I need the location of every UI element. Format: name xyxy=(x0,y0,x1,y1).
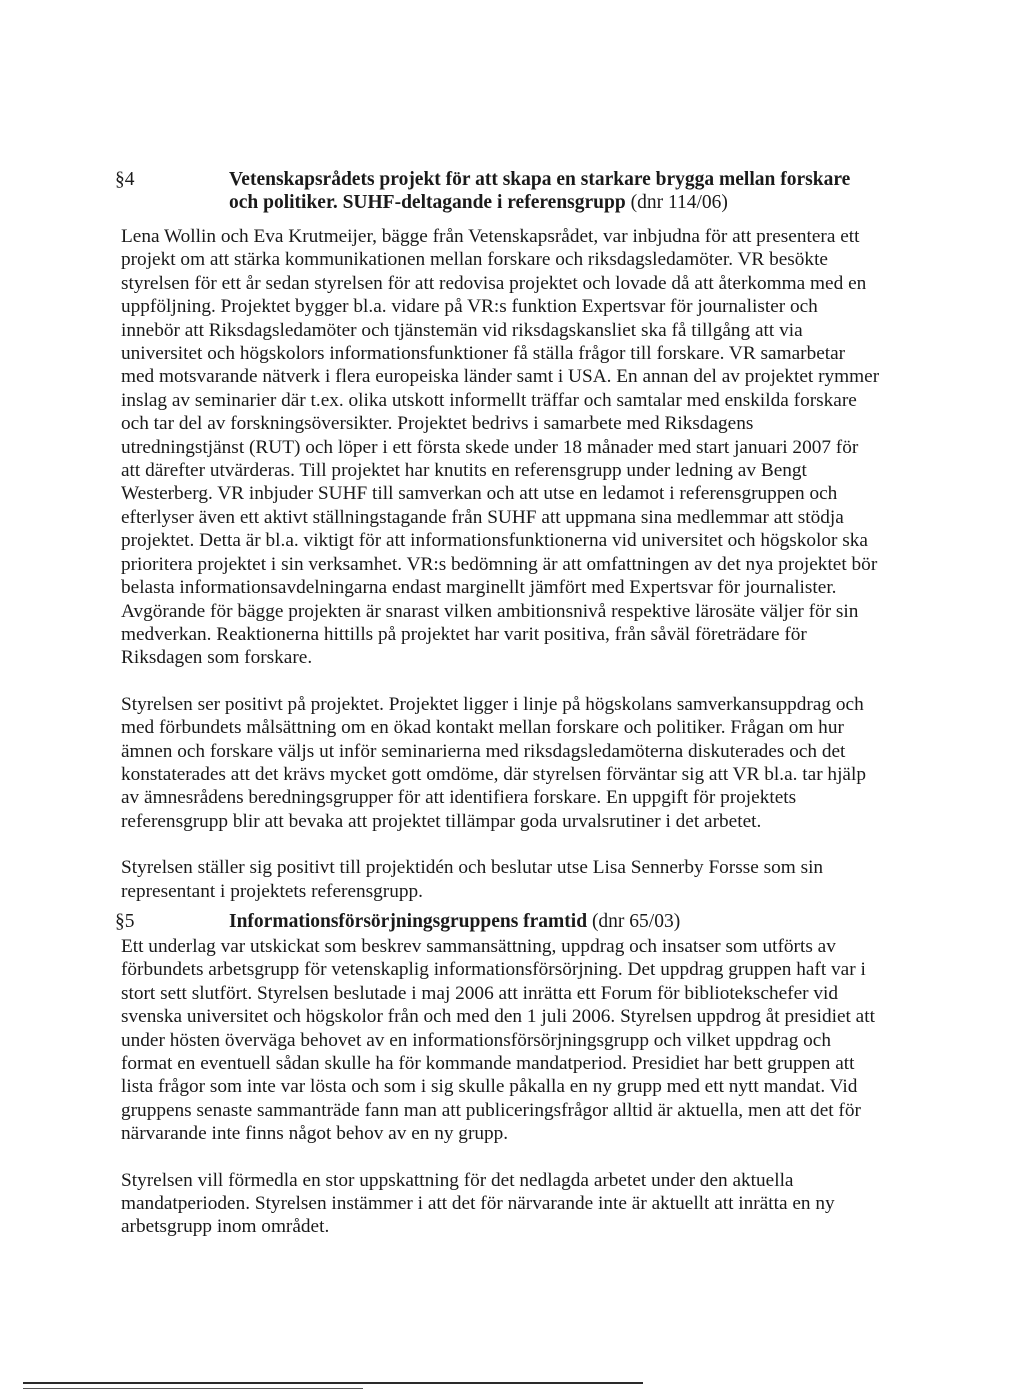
section-5-number: §5 xyxy=(115,911,135,932)
section-4-number: §4 xyxy=(115,169,135,190)
section-5-title-bold: Informationsförsörjningsgruppens framtid xyxy=(229,911,588,932)
section-4-paragraph-2: Styrelsen ser positivt på projektet. Projektet ligger i linje på högskolans samverkansuppdrag och med förbundets målsättning om en ökad kontakt mellan forskare och politiker. Frågan om hur ämnen och forskare väljs ut inför seminarierna med riksdagsledamöterna diskuterades och det konstaterades att det krävs mycket gott omdöme, där styrelsen förväntar sig att VR bl.a. tar hjälp av ämnesrådens beredningsgrupper för att identifiera forskare. En uppgift för projektets referensgrupp blir att bevaka att projektet tillämpar goda urvalsrutiner i det arbetet. xyxy=(121,693,866,832)
section-5 xyxy=(115,910,881,1239)
section-4-title xyxy=(121,168,881,214)
section-5-heading xyxy=(115,910,881,933)
section-4-paragraph-1: Lena Wollin och Eva Krutmeijer, bägge från Vetenskapsrådet, var inbjudna för att presentera ett projekt om att stärka kommunikationen mellan forskare och riksdagsledamöter. VR besökte styrelsen för ett år sedan styrelsen för att redovisa projektet och lovade då att återkomma med en uppföljning. Projektet bygger bl.a. vidare på VR:s funktion Expertsvar för journalister och innebör att Riksdagsledamöter och tjänstemän vid riksdagskansliet ska få tillgång att via universitet och högskolors informationsfunktioner få ställa frågor till forskare. VR samarbetar med motsvarande nätverk i flera europeiska länder samt i USA. En annan del av projektet rymmer inslag av seminarier där t.ex. olika utskott informellt träffar och samtalar med enskilda forskare och tar del av forskningsöversikter. Projektet bedrivs i samarbete med Riksdagens utredningstjänst (RUT) och löper i ett första skede under 18 månader med start januari 2007 för att därefter utvärderas. Till projektet har knutits en referensgrupp under ledning av Bengt Westerberg. VR inbjuder SUHF till samverkan och att utse en ledamot i referensgruppen och efterlyser även ett aktivt ställningstagande från SUHF att uppmana sina medlemmar att stödja projektet. Detta är bl.a. viktigt för att informationsfunktionerna vid universitet och högskolor ska prioritera projektet i sin verksamhet. VR:s bedömning är att omfattningen av det nya projektet bör belasta informationsavdelningarna endast marginellt jämfört med Expertsvar för journalister. Avgörande för bägge projekten är snarast vilken ambitionsnivå respektive lärosäte väljer för sin medverkan. Reaktionerna hittills på projektet har varit positiva, från såväl företrädare för Riksdagen som forskare. xyxy=(121,226,880,669)
section-4-title-bold: Vetenskapsrådets projekt för att skapa en starkare brygga mellan forskare och politiker. SUHF-deltagande i referensgrupp xyxy=(229,169,851,213)
section-5-paragraph-1: Ett underlag var utskickat som beskrev sammansättning, uppdrag och insatser som utförts av förbundets arbetsgrupp för vetenskaplig informationsförsörjning. Det uppdrag gruppen haft var i stort sett slutfört. Styrelsen beslutade i maj 2006 att inrätta ett Forum för bibliotekschefer vid svenska universitet och högskolor från och med den 1 juli 2006. Styrelsen uppdrog åt presidiet att under hösten överväga behovet av en informationsförsörjningsgrupp och vilket uppdrag och format en eventuell sådan skulle ha för kommande mandatperiod. Presidiet har bett gruppen att lista frågor som inte var lösta och som i sig skulle påkalla en ny grupp med ett nytt mandat. Vid gruppens senaste sammanträde fann man att publiceringsfrågor alltid är aktuella, men att det för närvarande inte finns något behov av en ny grupp. xyxy=(121,936,875,1145)
section-4-heading xyxy=(115,168,881,214)
bottom-scan-line xyxy=(23,1382,643,1384)
section-5-paragraph-2: Styrelsen vill förmedla en stor uppskattning för det nedlagda arbetet under den aktuella mandatperioden. Styrelsen instämmer i att det för närvarande inte är aktuellt att inrätta en ny arbetsgrupp inom området. xyxy=(121,1169,835,1238)
section-4-title-ref: (dnr 114/06) xyxy=(625,192,728,213)
bottom-scan-line-secondary xyxy=(23,1388,363,1389)
section-5-title-ref: (dnr 65/03) xyxy=(587,911,681,932)
section-4 xyxy=(115,168,881,903)
section-4-paragraph-3: Styrelsen ställer sig positivt till projektidén och beslutar utse Lisa Sennerby Forsse som sin representant i projektets referensgrupp. xyxy=(121,857,824,902)
section-5-title xyxy=(121,910,881,933)
